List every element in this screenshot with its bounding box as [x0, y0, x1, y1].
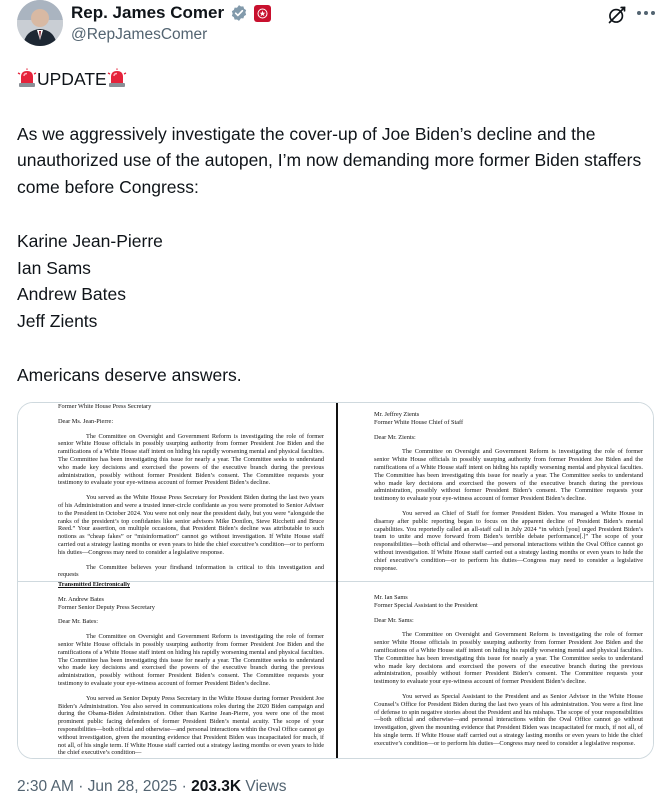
letter-body: The Committee believes your firsthand information is critical to this investigation and requests — [58, 563, 324, 579]
tweet-text — [17, 66, 652, 389]
meta-separator: · — [78, 778, 84, 795]
letter-body: The Committee on Oversight and Government Reform is investigating the role of former senior White House officials in possibly usurping authority from former President Joe Biden and the ramifications of a White House staff intent on hiding his rapidly worsening mental and physical faculties. The Committee has been investigating this issue for nearly a year. The Committee seeks to understand who made key decisions and exercised the powers of the executive branch during the previous administration, possibly without former President Biden’s consent. The Committee requests your testimony to evaluate your eye-witness account of former President Biden’s decline. — [58, 633, 324, 687]
letter-salutation: Dear Ms. Jean-Pierre: — [58, 417, 114, 425]
letter-body: You served as Senior Deputy Press Secretary in the White House during former President Joe Biden’s Administration. You also served in communications roles during the 2020 Biden campaign and during the Obama-Biden Administration. Other than Karine Jean-Pierre, you were one of the most prominent public facing defenders of former President Biden’s mental acuity. The scope of your responsibilities—both official and otherwise—and personal interactions within the Oval Office cannot go without investigation, given the mounting evidence that President Biden was incapacitated for much, if not all, of his single term. If White House staff carried out a strategy lasting months or even years to hide the chief executive’s condition— — [58, 694, 324, 757]
police-light-icon — [107, 68, 127, 88]
update-line — [17, 66, 652, 93]
letter-title: Former White House Press Secretary — [58, 403, 152, 410]
staffer-name: Ian Sams — [17, 257, 91, 278]
letter-image-jean-pierre[interactable] — [18, 403, 336, 581]
letter-addressee: Mr. Andrew Bates — [58, 595, 104, 603]
letter-body: The Committee on Oversight and Government Reform is investigating the role of former senior White House officials in possibly usurping authority from former President Joe Biden and the ramifications of a White House staff intent on hiding his rapidly worsening mental and physical faculties. The Committee has been investigating this issue for nearly a year. The Committee seeks to understand who made key decisions and exercised the powers of the executive branch during the previous administration, possibly without former President Biden’s consent. The Committee requests your testimony to evaluate your eye-witness account of former President Biden’s decline. — [374, 448, 643, 503]
letter-image-bates[interactable] — [18, 582, 336, 759]
staffer-name: Andrew Bates — [17, 284, 126, 304]
letter-salutation: Dear Mr. Bates: — [58, 618, 99, 626]
letter-addressee: Mr. Jeffrey Zients — [374, 411, 420, 418]
media-divider-vertical — [336, 403, 338, 759]
letter-salutation: Dear Mr. Sams: — [374, 616, 414, 624]
letter-body: The Committee on Oversight and Government Reform is investigating the role of former senior White House officials in possibly usurping authority from former President Joe Biden and the ramifications of a White House staff intent on hiding his rapidly worsening mental and physical faculties. The Committee has been investigating this issue for nearly a year. The Committee seeks to understand who made key decisions and exercised the powers of the executive branch during the previous administration, possibly without former President Biden’s consent. The Committee requests your testimony to evaluate your eye-witness account of former President Biden’s decline. — [374, 631, 643, 686]
letter-header: Transmitted Electronically — [58, 582, 130, 588]
tweet-closing: Americans deserve answers. — [17, 365, 242, 385]
tweet-time[interactable]: 2:30 AM — [17, 778, 74, 795]
letter-salutation: Dear Mr. Zients: — [374, 433, 416, 441]
tweet-header — [17, 0, 657, 52]
seal-icon — [256, 7, 269, 20]
staffer-name: Karine Jean-Pierre — [17, 231, 163, 251]
more-icon[interactable] — [635, 2, 657, 24]
staffer-name: Jeff Zients — [17, 310, 98, 331]
avatar[interactable] — [17, 0, 63, 46]
tweet-media-grid[interactable] — [17, 402, 654, 759]
meta-separator: · — [181, 778, 187, 795]
flag-badge-icon[interactable] — [254, 5, 271, 22]
letter-image-zients[interactable] — [338, 403, 654, 581]
avatar-image — [17, 0, 63, 46]
letter-title: Former White House Chief of Staff — [374, 418, 464, 426]
letter-addressee: Mr. Ian Sams — [374, 594, 408, 601]
author-handle[interactable]: @RepJamesComer — [71, 26, 208, 43]
letter-body: You served as the White House Press Secretary for President Biden during the last two years of his Administration and were a trusted inner-circle confidante as you were promoted to Senior Adviser to the President in October 2024. You were not only near the president daily, but you were “alongside the ranks of the president’s top confidantes like senior advisors Mike Donilon, Steve Ricchetti and Bruce Reed.” Your assertion, on multiple occasions, that President Biden’s decline was attributable to such notions as “cheap fakes” or “misinformation” cannot go without investigation. If White House staff carried out a strategy lasting months or even years to hide the chief executive’s condition—or to perform his duties—Congress may need to consider a legislative response. — [58, 494, 324, 556]
tweet-date[interactable]: Jun 28, 2025 — [87, 778, 178, 795]
tweet-paragraph: As we aggressively investigate the cover-up of Joe Biden’s decline and the unauthorized use of the autopen, I’m now demanding more former Biden staffers come before Congress: — [17, 123, 642, 197]
letter-body: You served as Chief of Staff for former President Biden. You managed a White House in disarray after public reporting began to focus on the apparent decline of President Biden’s mental capabilities. You reportedly called an all-staff call in July 2024 “in which [you] urged President Biden’s team to unite and move forward from Biden’s terrible debate performance[.]” The scope of your responsibilities—both official and otherwise—and personal interactions within the Oval Office cannot go without investigation. If White House staff carried out a strategy lasting months or even years to hide the chief executive’s condition—or to perform his duties—Congress may need to consider a legislative response. — [374, 509, 643, 572]
name-row — [71, 3, 271, 23]
letter-title: Former Special Assistant to the President — [374, 601, 478, 609]
grok-icon[interactable] — [607, 5, 627, 25]
letter-image-sams[interactable] — [338, 582, 654, 759]
update-label: UPDATE — [37, 69, 107, 89]
views-label: Views — [245, 778, 287, 795]
letter-body: You served as Special Assistant to the President and as Senior Advisor in the White House Counsel’s Office for President Biden during the last two years of his administration. You were a first line of defense to spin negative stories about the President and his mishaps. The scope of your responsibilities—both official and otherwise—and personal interactions within the Oval Office cannot go without investigation, given the mounting evidence that President Biden was incapacitated for much, if not all, of his single term. If White House staff carried out a strategy lasting months or even years to hide the chief executive’s condition—or to perform his duties—Congress may need to consider a legislative response. — [374, 692, 643, 747]
views-count: 203.3K — [191, 778, 242, 795]
author-name[interactable]: Rep. James Comer — [71, 3, 225, 22]
police-light-icon — [17, 68, 37, 88]
letter-body: The Committee on Oversight and Government Reform is investigating the role of former senior White House officials in possibly usurping authority from former President Joe Biden and the ramifications of a White House staff intent on hiding his rapidly worsening mental and physical faculties. The Committee has been investigating this issue for nearly a year. The Committee seeks to understand who made key decisions and exercised the powers of the executive branch during the previous administration, possibly without former President Biden’s consent. The Committee requests your testimony to evaluate your eye-witness account of former President Biden’s decline. — [58, 432, 324, 487]
letter-title: Former Senior Deputy Press Secretary — [58, 603, 155, 611]
ellipsis-icon — [636, 10, 656, 16]
verified-badge-icon[interactable] — [230, 4, 248, 22]
tweet-meta — [17, 778, 286, 796]
